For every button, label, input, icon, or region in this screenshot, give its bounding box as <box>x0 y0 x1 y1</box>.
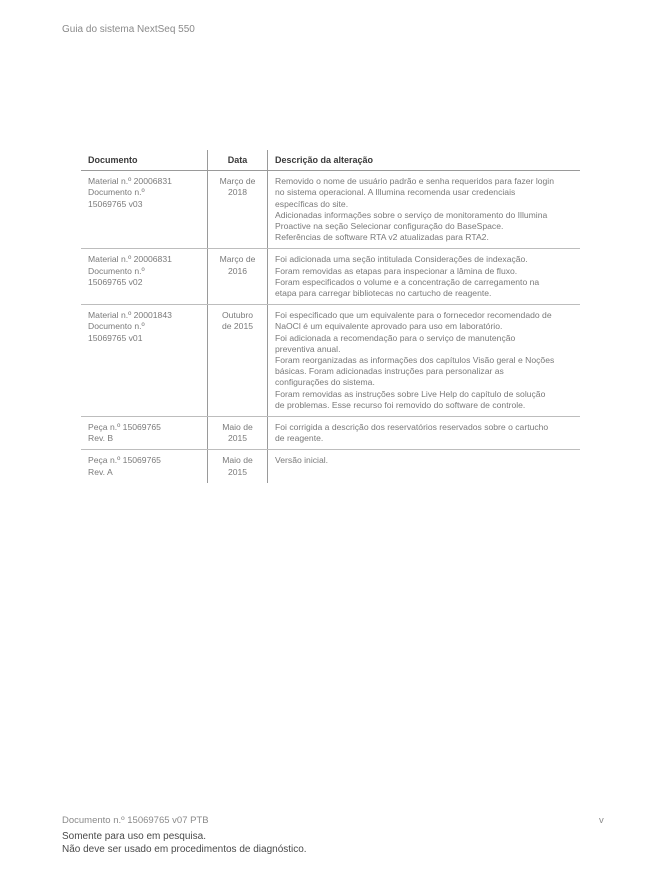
document-cell-line: Rev. B <box>88 433 114 444</box>
document-cell-line: Peça n.º 15069765 <box>88 455 161 466</box>
document-cell <box>81 450 208 483</box>
description-cell <box>268 171 581 249</box>
running-header: Guia do sistema NextSeq 550 <box>62 24 195 35</box>
column-header-date: Data <box>208 150 268 171</box>
description-cell <box>268 249 581 305</box>
table-header-row <box>81 150 580 171</box>
table-row <box>81 305 580 417</box>
revision-rows <box>81 171 580 483</box>
description-cell <box>268 417 581 450</box>
description-cell-line: Referências de software RTA v2 atualizadas para RTA2. <box>275 232 489 243</box>
date-cell-line: de 2015 <box>221 321 254 332</box>
notice-line-research: Somente para uso em pesquisa. <box>62 831 206 842</box>
footer-notice <box>62 830 307 856</box>
description-cell-line: específicas do site. <box>275 198 349 209</box>
date-cell-line: Março de <box>219 254 256 265</box>
notice-line-diagnostic: Não deve ser usado em procedimentos de diagnóstico. <box>62 844 307 855</box>
date-cell-line: 2018 <box>227 187 248 198</box>
document-cell <box>81 249 208 305</box>
description-cell-line: Foram removidas as etapas para inspecionar a lâmina de fluxo. <box>275 265 518 276</box>
description-cell-line: de problemas. Esse recurso foi removido do software de controle. <box>275 399 526 410</box>
description-cell-line: Foram especificados o volume e a concentração de carregamento na <box>275 276 540 287</box>
date-cell-line: Maio de <box>222 422 253 433</box>
description-cell-line: configurações do sistema. <box>275 377 375 388</box>
document-cell <box>81 305 208 417</box>
document-cell-line: Material n.º 20006831 <box>88 254 172 265</box>
page-number: v <box>599 815 604 826</box>
description-cell <box>268 450 581 483</box>
date-cell-line: 2015 <box>227 466 248 477</box>
document-cell <box>81 171 208 249</box>
description-cell <box>268 305 581 417</box>
footer-document-number: Documento n.º 15069765 v07 PTB <box>62 815 209 826</box>
description-cell-line: Foi adicionada uma seção intitulada Considerações de indexação. <box>275 254 528 265</box>
column-header-description: Descrição da alteração <box>268 150 581 171</box>
revision-history-table <box>81 150 580 483</box>
document-cell-line: Documento n.º <box>88 187 145 198</box>
description-cell-line: Adicionadas informações sobre o serviço de monitoramento do Illumina <box>275 209 548 220</box>
document-cell-line: Material n.º 20001843 <box>88 310 172 321</box>
table-row <box>81 171 580 249</box>
table-row <box>81 249 580 305</box>
description-cell-line: preventiva anual. <box>275 343 341 354</box>
document-cell <box>81 417 208 450</box>
date-cell <box>208 450 268 483</box>
date-cell-line: 2015 <box>227 433 248 444</box>
description-cell-line: etapa para carregar bibliotecas no cartucho de reagente. <box>275 288 492 299</box>
date-cell <box>208 249 268 305</box>
description-cell-line: Proactive na seção Selecionar configuração do BaseSpace. <box>275 221 504 232</box>
description-cell-line: de reagente. <box>275 433 324 444</box>
document-cell-line: Peça n.º 15069765 <box>88 422 161 433</box>
document-cell-line: Documento n.º <box>88 321 145 332</box>
column-header-document: Documento <box>81 150 208 171</box>
document-cell-line: 15069765 v01 <box>88 332 143 343</box>
description-cell-line: básicas. Foram adicionadas instruções para personalizar as <box>275 366 504 377</box>
description-cell-line: NaOCl é um equivalente aprovado para uso em laboratório. <box>275 321 503 332</box>
date-cell-line: Maio de <box>222 455 253 466</box>
description-cell-line: Removido o nome de usuário padrão e senha requeridos para fazer login <box>275 176 554 187</box>
document-cell-line: Rev. A <box>88 466 113 477</box>
description-cell-line: Foi adicionada a recomendação para o serviço de manutenção <box>275 332 516 343</box>
date-cell-line: 2016 <box>227 265 248 276</box>
date-cell-line: Outubro <box>221 310 254 321</box>
date-cell <box>208 305 268 417</box>
date-cell <box>208 417 268 450</box>
document-cell-line: Material n.º 20006831 <box>88 176 172 187</box>
description-cell-line: Versão inicial. <box>275 455 329 466</box>
document-cell-line: 15069765 v03 <box>88 198 143 209</box>
document-cell-line: Documento n.º <box>88 265 145 276</box>
description-cell-line: Foi corrigida a descrição dos reservatórios reservados sobre o cartucho <box>275 422 549 433</box>
date-cell-line: Março de <box>219 176 256 187</box>
table-row <box>81 450 580 483</box>
description-cell-line: Foi especificado que um equivalente para o fornecedor recomendado de <box>275 310 552 321</box>
description-cell-line: Foram reorganizadas as informações dos capítulos Visão geral e Noções <box>275 355 555 366</box>
date-cell <box>208 171 268 249</box>
description-cell-line: Foram removidas as instruções sobre Live Help do capítulo de solução <box>275 388 546 399</box>
description-cell-line: no sistema operacional. A Illumina recomenda usar credenciais <box>275 187 516 198</box>
document-cell-line: 15069765 v02 <box>88 276 143 287</box>
table-row <box>81 417 580 450</box>
